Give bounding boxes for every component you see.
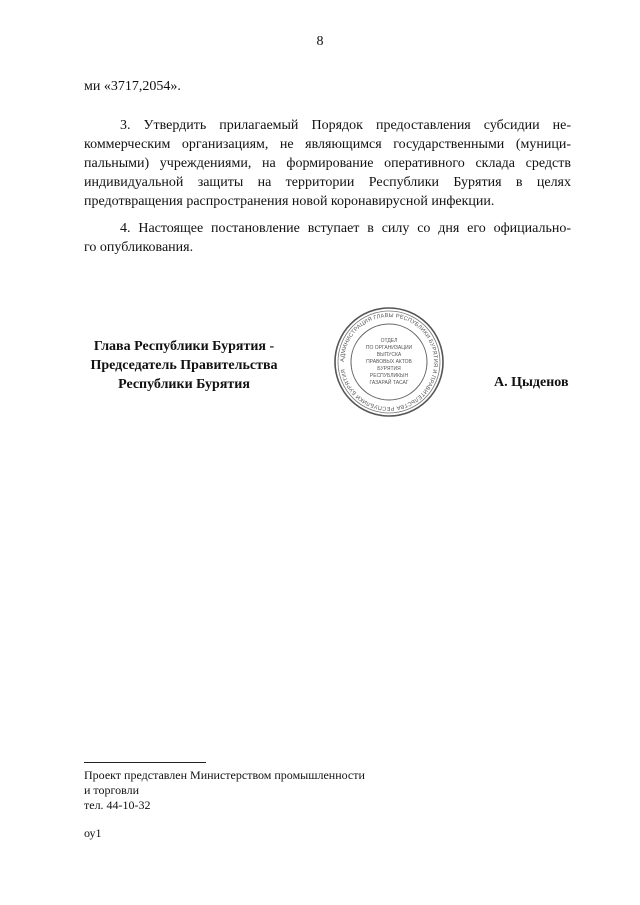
page-number: 8 [316,34,324,49]
paragraph-3-line: индивидуальной защиты на территории Республики Бурятия в целях [84,175,571,190]
signer-position [70,337,298,394]
document-code: оу1 [84,826,102,840]
paragraph-3-line: 3. Утвердить прилагаемый Порядок предоставления субсидии не- [120,118,571,133]
footnote-divider [84,762,206,763]
seal-center-line: РЕСПУБЛИКЫН [369,373,409,379]
paragraph-3-line: предотвращения распространения новой коронавирусной инфекции. [84,194,495,209]
signer-position-line: Глава Республики Бурятия - [93,339,275,354]
seal-center-line: ГАЗАРАЙ ТАСАГ [369,380,409,386]
seal-center-line: ВЫПУСКА [376,352,402,358]
signer-position-line: Председатель Правительства [90,358,278,373]
seal-center-line: ПО ОРГАНИЗАЦИИ [365,345,413,351]
paragraph-3-line: пальными) учреждениями, на формирование оперативного склада средств [84,156,571,171]
carry-over-line: ми «3717,2054». [84,79,181,94]
seal-ring-text-path: АДМИНИСТРАЦИЯ ГЛАВЫ РЕСПУБЛИКИ БУРЯТИЯ И ПРАВИТЕЛЬСТВА РЕСПУБЛИКИ БУРЯТИЯ [339,312,439,412]
seal-center-text [366,338,413,386]
signer-name: А. Цыденов [494,375,569,390]
paragraph-3 [84,116,571,211]
seal-center-line: ПРАВОВЫХ АКТОВ [366,359,412,365]
footnote-line: Проект представлен Министерством промышленности [84,768,365,782]
signer-position-line: Республики Бурятия [118,377,250,392]
paragraph-4-line: 4. Настоящее постановление вступает в силу со дня его официально- [120,221,571,236]
paragraph-4-line: го опубликования. [84,240,194,255]
footnote-line: тел. 44-10-32 [84,798,151,812]
footnote-line: и торговли [84,783,140,797]
seal-center-line: ОТДЕЛ [380,338,398,344]
footnote [84,768,365,813]
paragraph-4 [84,219,571,257]
paragraph-3-line: коммерческим организациям, не являющимся государственными (муници- [84,137,571,152]
official-seal [333,306,445,418]
seal-center-line: БУРЯТИЯ [377,366,401,372]
